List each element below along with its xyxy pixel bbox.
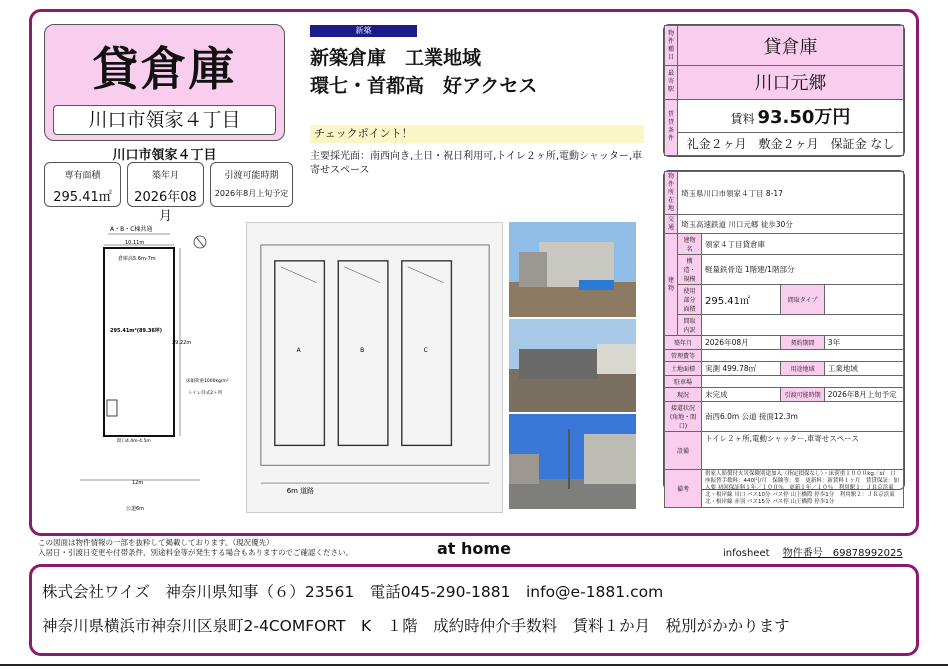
stat-area-label: 専有面積 <box>64 171 101 181</box>
detail-zone: 工業地域 <box>824 362 903 376</box>
transit-label: 交通 <box>665 215 678 234</box>
plan-ceiling: 倉庫高5.6m-7m <box>118 256 156 262</box>
headline-line-2: 環七・首都高 好アクセス <box>310 75 538 97</box>
features-text: 主要採光面：南西向き,土日・祝日利用可,トイレ２ヶ所,電動シャッター,車寄せスペース <box>310 151 643 176</box>
status-label: 現況 <box>665 388 702 402</box>
photo-street <box>509 414 636 509</box>
disclaimer-line-1: この図面は物件情報の一部を抜粋して掲載しております。（現況優先） <box>38 538 274 547</box>
stat-handover-label: 引渡可能時期 <box>224 171 279 181</box>
site-road-label: 6m 道路 <box>286 487 314 496</box>
parking-label: 駐車場 <box>665 376 702 388</box>
built-label: 築年月 <box>665 336 702 350</box>
area-label: 使用部分面積 <box>678 285 702 315</box>
location-small: 川口市領家４丁目 <box>112 148 217 163</box>
summary-conditions: 礼金２ヶ月 敷金２ヶ月 保証金 なし <box>678 132 904 155</box>
stat-built-value: 2026年08月 <box>134 190 197 224</box>
addr-label: 物件所在地 <box>665 172 678 215</box>
detail-contract: 3年 <box>824 336 903 350</box>
plan-bottom-width: 12m <box>132 480 144 486</box>
title-location: 川口市領家４丁目 <box>53 105 276 135</box>
summary-station: 川口元郷 <box>678 66 904 99</box>
handover-label: 引渡可能時期 <box>781 388 824 402</box>
land-label: 土地面積 <box>665 362 702 376</box>
type-label: 物件種目 <box>665 26 678 66</box>
bldg-name-label: 建物名 <box>678 234 702 255</box>
rent-label: 賃料 <box>730 111 755 126</box>
plan-depth: 29.22m <box>172 340 192 346</box>
road-label: 接道状況(角地・間口) <box>665 402 702 432</box>
detail-transit: 埼玉高速鉄道 川口元郷 徒歩30分 <box>678 215 904 234</box>
company-box <box>29 564 919 656</box>
stat-built <box>127 162 204 224</box>
stat-built-label: 築年月 <box>151 171 179 181</box>
plan-floor-load: 床耐荷重1000kg/m² <box>186 379 229 384</box>
disclaimer-line-2: 入居日・引渡日変更や付帯条件、別途料金等が発生する場合もありますのでご確認ください。 <box>38 548 353 557</box>
detail-road: 南西6.0m 公道 接面12.3m <box>701 402 903 432</box>
stat-handover <box>210 162 293 207</box>
detail-address: 埼玉県川口市領家４丁目 8-17 <box>678 172 904 215</box>
disclaimer <box>38 538 353 558</box>
floor-plan <box>40 222 238 522</box>
site-unit-a-label: A <box>296 347 301 355</box>
detail-room <box>701 315 903 336</box>
infosheet-label: infosheet <box>723 548 770 559</box>
detail-land: 実測 499.78㎡ <box>701 362 780 376</box>
cond-label: 賃貸条件 <box>665 99 678 155</box>
detail-handover: 2026年8月上旬予定 <box>824 388 903 402</box>
detail-status: 未完成 <box>701 388 780 402</box>
notes-label: 備考 <box>665 470 702 508</box>
contract-label: 契約期間 <box>781 336 824 350</box>
plan-area: 295.41m²(89.36坪) <box>110 328 163 334</box>
plan-width: 10.11m <box>125 240 145 246</box>
headline-line-1: 新築倉庫 工業地域 <box>310 47 482 69</box>
checkpoint-heading: チェックポイント！ <box>310 125 644 143</box>
plan-toilet: トイレ洋式2ヶ所 <box>188 391 223 396</box>
summary-box <box>663 24 905 157</box>
property-type-title: 貸倉庫 <box>92 42 237 96</box>
bottom-rule <box>0 664 948 666</box>
new-tag: 新築 <box>310 25 417 37</box>
detail-area: 295.41㎡ <box>701 285 780 315</box>
detail-building-name: 領家４丁目貸倉庫 <box>701 234 903 255</box>
property-number: 物件番号 69878992025 <box>782 548 903 559</box>
summary-rent <box>678 99 904 132</box>
bldg-label: 建物 <box>665 234 678 336</box>
stat-area <box>44 162 121 207</box>
detail-layout <box>824 285 903 315</box>
plan-road-label: A・B・C棟共通 <box>110 226 153 233</box>
detail-mgmt <box>701 350 903 362</box>
company-line-2: 神奈川県横浜市神奈川区泉町2-4COMFORT K １階 成約時仲介手数料 賃料１か月 税別がかかります <box>42 617 790 635</box>
layout-label: 間取タイプ <box>781 285 824 315</box>
detail-structure: 軽量鉄骨造 1階建/1階部分 <box>701 255 903 285</box>
equip-label: 設備 <box>665 432 702 470</box>
title-box <box>44 24 285 141</box>
site-unit-c-label: C <box>423 347 428 355</box>
rent-value: 93.50万円 <box>757 106 851 128</box>
station-label: 最寄駅 <box>665 66 678 99</box>
detail-box <box>663 170 905 505</box>
summary-type: 貸倉庫 <box>678 26 904 66</box>
plan-road: 公道6m <box>126 506 145 512</box>
detail-built: 2026年08月 <box>701 336 780 350</box>
detail-equipment: トイレ２ヶ所,電動シャッター,車寄せスペース <box>701 432 903 470</box>
detail-parking <box>701 376 903 388</box>
site-unit-b-label: B <box>360 347 365 355</box>
photo-exterior-1 <box>509 222 636 317</box>
athome-logo: at home <box>437 539 511 558</box>
mgmt-label: 管理費等 <box>665 350 702 362</box>
stat-area-value: 295.41㎡ <box>53 190 112 205</box>
plan-shutter: 間口4.4m-4.5m <box>117 439 151 444</box>
detail-notes: 借家人賠償付火災保険別途加入（指定損保なし）・床荷重１０００kg／㎡ 口座振替手数料：440円/月 保険等：要 更新料：新賃料１ヶ月 賃貸保証：加入要 初回保証料１年／１００％ 更新１年／１０％ 利用駅１：ＪＲ京浜東北・根岸線 川口 バス10分 バス停 山王橋際 停歩1分 利用駅２：ＪＲ京浜東北・根岸線 赤羽 バス15分 バス停 山王橋際 停歩1分 <box>701 470 903 508</box>
struct-label: 構造・規模 <box>678 255 702 285</box>
photo-exterior-2 <box>509 319 636 412</box>
site-plan <box>246 222 503 513</box>
headline <box>310 44 537 100</box>
company-line-1: 株式会社ワイズ 神奈川県知事（６）23561 電話045-290-1881 info@e-1881.com <box>42 583 664 601</box>
zone-label: 用途地域 <box>781 362 824 376</box>
plan-outline <box>104 248 174 436</box>
room-label: 間取内訳 <box>678 315 702 336</box>
infosheet <box>723 544 903 559</box>
stat-handover-value: 2026年8月上旬予定 <box>214 189 289 198</box>
